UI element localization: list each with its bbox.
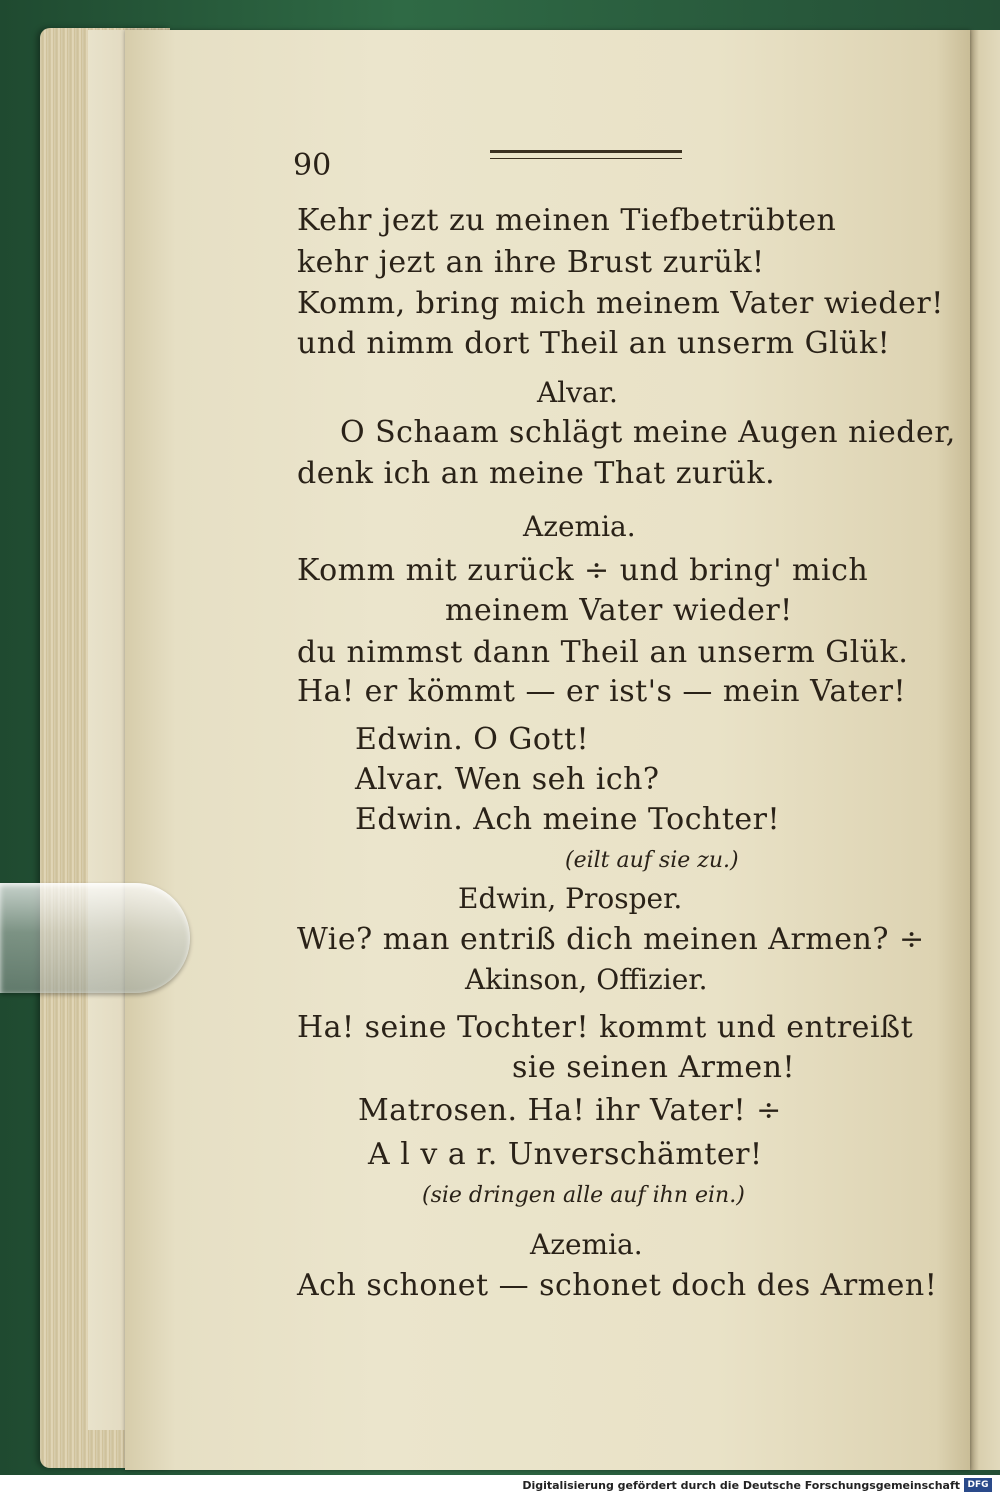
speaker-name: Azemia. <box>523 510 636 543</box>
verse-line: meinem Vater wieder! <box>445 593 793 628</box>
verse-line: denk ich an meine That zurük. <box>297 456 776 491</box>
verse-line: O Schaam schlägt meine Augen nieder, <box>340 415 956 450</box>
verse-line: Komm mit zurück ÷ und bring' mich <box>297 553 869 588</box>
stage-direction: (sie dringen alle auf ihn ein.) <box>422 1183 745 1208</box>
verse-line: Komm, bring mich meinem Vater wieder! <box>297 286 944 321</box>
dialogue-line: Edwin. O Gott! <box>355 722 590 757</box>
footer-credit: Digitalisierung gefördert durch die Deutsche Forschungsgemeinschaft <box>522 1479 960 1492</box>
dialogue-line: Edwin. Ach meine Tochter! <box>355 802 781 837</box>
dialogue-line: Alvar. Wen seh ich? <box>355 762 660 797</box>
speaker-name: Edwin, Prosper. <box>458 882 683 915</box>
verse-line: sie seinen Armen! <box>512 1050 796 1085</box>
speaker-name: Azemia. <box>530 1228 643 1261</box>
speaker-name: Akinson, Offizier. <box>465 963 708 996</box>
verse-line: Ha! er kömmt — er ist's — mein Vater! <box>297 674 907 709</box>
verse-line: und nimm dort Theil an unserm Glük! <box>297 326 891 361</box>
verse-line: Ach schonet — schonet doch des Armen! <box>297 1268 938 1303</box>
dialogue-line: A l v a r. Unverschämter! <box>368 1137 763 1172</box>
verse-line: Ha! seine Tochter! kommt und entreißt <box>297 1010 914 1045</box>
page-clip <box>0 883 190 993</box>
speaker-name: Alvar. <box>537 376 618 409</box>
header-rule-thick <box>490 150 682 153</box>
verse-line: du nimmst dann Theil an unserm Glük. <box>297 635 909 670</box>
dfg-logo: DFG <box>964 1478 992 1492</box>
adjacent-page-edge <box>965 30 1000 1470</box>
verse-line: Kehr jezt zu meinen Tiefbetrübten <box>297 203 837 238</box>
verse-line: kehr jezt an ihre Brust zurük! <box>297 245 765 280</box>
page-number: 90 <box>293 148 332 183</box>
header-rule-thin <box>490 158 682 159</box>
verse-line: Wie? man entriß dich meinen Armen? ÷ <box>297 922 925 957</box>
dialogue-line: Matrosen. Ha! ihr Vater! ÷ <box>358 1093 782 1128</box>
stage-direction: (eilt auf sie zu.) <box>565 848 739 873</box>
